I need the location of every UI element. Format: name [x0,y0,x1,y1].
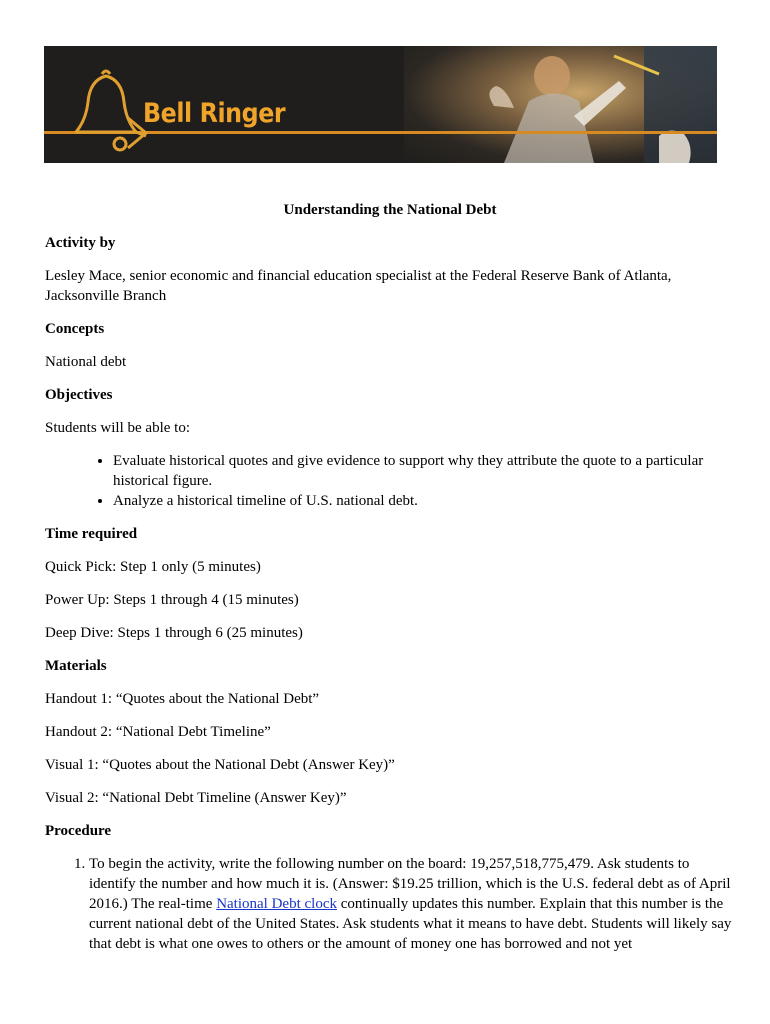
objectives-intro: Students will be able to: [45,420,190,436]
objective-item: • Evaluate historical quotes and give evidence to support why they attribute the quote to a particular historical figure. [113,451,735,491]
material-item: Handout 2: “National Debt Timeline” [45,724,271,740]
lesson-document [45,196,735,954]
banner-title: Bell Ringer [143,98,286,129]
concepts-heading: Concepts [45,321,105,337]
material-item: Visual 2: “National Debt Timeline (Answer Key)” [45,790,347,806]
bell-ringer-banner [44,46,717,163]
material-item: Visual 1: “Quotes about the National Debt (Answer Key)” [45,757,395,773]
procedure-list [45,854,735,954]
activity-by-heading: Activity by [45,235,116,251]
teacher-raised-hands-image [444,46,717,163]
procedure-step-text: continually updates this number. Explain that this number is the current national debt of the United States. Ask students what it means to have debt. Students will likely say that debt is what one owes to others or the amount of money one has borrowed and not yet [89,896,732,952]
document-title: Understanding the National Debt [283,202,497,218]
objectives-heading: Objectives [45,387,113,403]
procedure-step-text: To begin the activity, write the following number on the board: 19,257,518,775,479. Ask students to identify the number and how much it is. (Answer: $19.25 trillion, which is the U.S. federal debt as of April 2016.) The real-time [89,856,731,912]
material-item: Handout 1: “Quotes about the National Debt” [45,691,320,707]
time-option: Deep Dive: Steps 1 through 6 (25 minutes) [45,625,303,641]
procedure-heading: Procedure [45,823,112,839]
objectives-list [45,451,735,511]
materials-heading: Materials [45,658,107,674]
concepts-text: National debt [45,354,127,370]
procedure-step [89,854,735,954]
time-option: Quick Pick: Step 1 only (5 minutes) [45,559,261,575]
objective-item: • Analyze a historical timeline of U.S. national debt. [113,491,735,511]
activity-by-text: Lesley Mace, senior economic and financial education specialist at the Federal Reserve Bank of Atlanta, Jacksonville Branch [45,268,672,304]
time-option: Power Up: Steps 1 through 4 (15 minutes) [45,592,299,608]
time-required-heading: Time required [45,526,138,542]
national-debt-clock-link[interactable]: National Debt clock [216,896,337,912]
